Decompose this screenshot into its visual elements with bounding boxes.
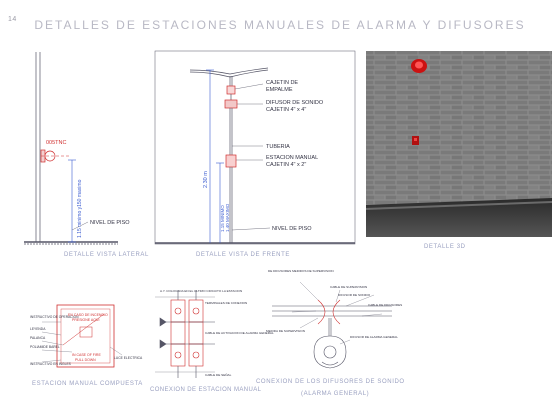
front-view-detail: [155, 51, 355, 244]
side-view-floor-label: NIVEL DE PISO: [90, 220, 130, 226]
connection-note-3: CABLE DE ACTIVACION DE ALARMA GENERAL: [205, 331, 274, 335]
front-dim-partial-label-1: 1.15 MINIMO: [220, 205, 225, 232]
connection-note-4: CABLE DE SEÑAL: [205, 373, 232, 377]
front-dim-total-label: 2.30 m: [203, 171, 209, 188]
station-red-top-2: PRESIONE AQUI: [72, 318, 100, 322]
diffuser-note-1: DE DIFUSORES MEDIDOS DE SUPERVISION: [268, 269, 334, 273]
front-label-station-2: CAJETIN 4" x 2": [266, 162, 307, 168]
junction-box: [227, 86, 235, 94]
sheet-title: DETALLES DE ESTACIONES MANUALES DE ALARMA Y DIFUSORES: [34, 18, 526, 32]
station-compound-caption: ESTACION MANUAL COMPUESTA: [32, 381, 143, 387]
front-view-caption: DETALLE VISTA DE FRENTE: [196, 252, 290, 258]
diffuser-note-6: DIFUSOR DE ALARMA GENERAL: [350, 335, 398, 339]
station-note-4: POLIAMIDE BAREL: [30, 345, 60, 349]
station-red-bottom-1: IN CASE OF FIRE: [72, 353, 101, 357]
diffuser-bell: [314, 336, 346, 368]
station-note-5: INSTRUCTIVO EN INGLES: [30, 362, 71, 366]
diffuser-caption-2: (ALARMA GENERAL): [301, 391, 370, 397]
sound-diffuser-front: [225, 100, 237, 108]
side-view-detail: [24, 52, 118, 244]
diffuser-note-5: MEDIDA DE SUPERVISION: [266, 329, 305, 333]
front-label-junction-2: EMPALME: [266, 87, 293, 93]
detail-3d-render: [366, 51, 552, 237]
terminal-block-right: [189, 300, 203, 322]
diffuser-caption-1: CONEXION DE LOS DIFUSORES DE SONIDO: [256, 379, 405, 385]
side-view-dimension-label: 1.15 minimo y150 maximo: [77, 179, 83, 238]
side-view-caption: DETALLE VISTA LATERAL: [64, 252, 149, 258]
station-note-3: PALANCA: [30, 336, 46, 340]
diffuser-connection-detail: [272, 282, 392, 368]
front-label-diffuser-1: DIFUSOR DE SONIDO: [266, 100, 324, 106]
manual-station-front: [226, 155, 236, 167]
station-note-1: INSTRUCTIVO DE OPERACION: [30, 315, 79, 319]
detail-3d-caption: DETALLE 3D: [424, 244, 466, 250]
station-note-2: LEYENDA: [30, 327, 46, 331]
side-view-red-tag: 005TNC: [46, 140, 67, 146]
diffuser-note-4: CABLE DE DIFUSORES: [368, 303, 403, 307]
connection-caption: CONEXION DE ESTACION MANUAL: [150, 387, 262, 393]
front-label-junction-1: CAJETIN DE: [266, 80, 299, 86]
front-view-frame: [155, 51, 355, 244]
diffuser-note-2: CABLE DE SUPERVISION: [330, 285, 368, 289]
front-dim-partial-label-2: 1.40 MAXIMO: [225, 203, 230, 232]
front-view-floor-label: NIVEL DE PISO: [272, 226, 312, 232]
front-label-station-1: ESTACION MANUAL: [266, 155, 319, 161]
connection-note-1: A.Y. COLOCADA EN EL ULTIMO CIRCUITO LA ESTACION: [160, 289, 243, 293]
page-number-tag: 14: [8, 16, 17, 23]
station-red-bottom-2: PULL DOWN: [75, 358, 96, 362]
station-right-note: LUCE ELECTRICA: [114, 356, 143, 360]
front-label-diffuser-2: CAJETIN 4" x 4": [266, 107, 307, 113]
front-label-conduit: TUBERIA: [266, 144, 290, 150]
connection-note-2: TERMINALES DE CONEXION: [205, 301, 248, 305]
station-red-top-1: EN CASO DE INCENDIO: [68, 313, 108, 317]
diffuser-note-3: DIFUSOR DE SONIDO: [338, 293, 371, 297]
terminal-block-left: [171, 300, 185, 322]
